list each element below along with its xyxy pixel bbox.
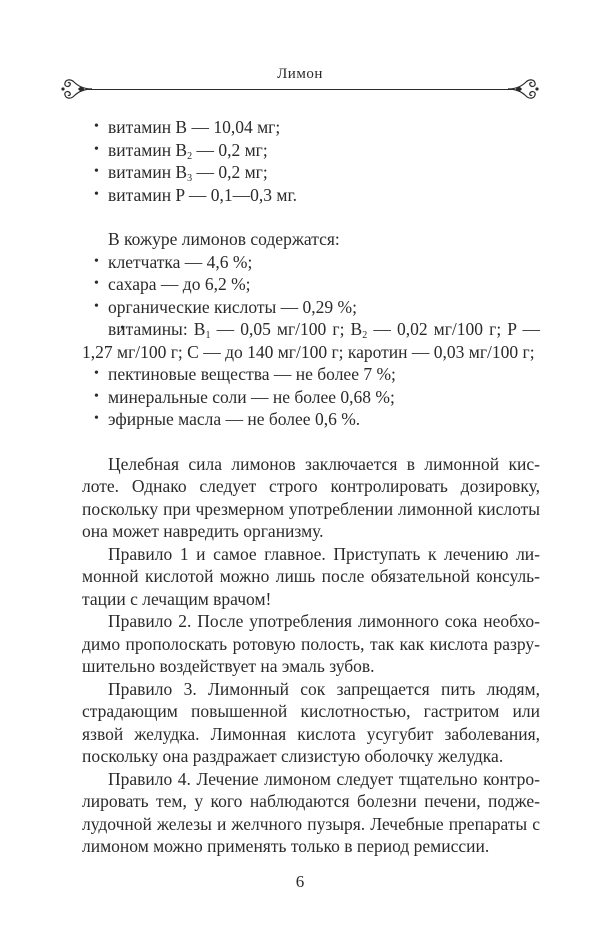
running-header (0, 60, 600, 100)
list-item: • органические кислоты — 0,29 %; (82, 296, 540, 319)
running-header-title: Лимон (277, 66, 323, 82)
list-item: • минеральные соли — не более 0,68 %; (82, 386, 540, 409)
peel-intro: В кожуре лимонов содержатся: (108, 229, 340, 249)
paragraph: Правило 4. Лечение лимоном следует тщательно контролировать тем, у кого наблюдаются болезни печени, поджелудочной железы и желчного пузыря. Лечебные препараты с лимоном можно применять только в период ремиссии. (82, 768, 540, 856)
list-item: • витамины: $B_1$ — 0,05 мг/100 г; $B_2$ — 0,02 мг/100 г; P — 1,27 мг/100 г; C — до 140 мг/100 г; каротин — 0,03 мг/100 г; (82, 318, 540, 363)
right-ornament-icon (506, 74, 540, 102)
header-rule (88, 89, 512, 90)
page-body (82, 116, 540, 858)
paragraph: Правило 1 и самое главное. Приступать к лечению лимонной кислотой можно лишь после обязательной консультации с лечащим врачом! (82, 543, 540, 609)
list-item: • витамин P — 0,1—0,3 мг. (82, 184, 540, 207)
list-item: • клетчатка — 4,6 %; (82, 251, 540, 274)
paragraph: Правило 3. Лимонный сок запрещается пить людям, страдающим повышенной кислотностью, гастритом или язвой желудка. Лимонная кислота усугубит заболевания, поскольку она раздражает слизистую оболочку желудка. (82, 678, 540, 766)
left-ornament-icon (60, 74, 94, 102)
list-item: • витамин B — 10,04 мг; (82, 116, 540, 139)
list-item: • витамин $B_2$ — 0,2 мг; (82, 139, 540, 162)
list-item: • пектиновые вещества — не более 7 %; (82, 363, 540, 386)
paragraph: Правило 2. После употребления лимонного сока необходимо прополоскать ротовую полость, так как кислота разрушительно воздействует на эмаль зубов. (82, 611, 540, 676)
list-item: • эфирные масла — не более 0,6 %. (82, 408, 540, 431)
paragraph: Целебная сила лимонов заключается в лимонной кислоте. Однако следует строго контролировать дозировку, поскольку при чрезмерном употреблении лимонной кислоты она может навредить организму. (82, 453, 540, 541)
list-item: • витамин $B_3$ — 0,2 мг; (82, 161, 540, 184)
page-number: 6 (295, 872, 305, 891)
list-item: • сахара — до 6,2 %; (82, 273, 540, 296)
